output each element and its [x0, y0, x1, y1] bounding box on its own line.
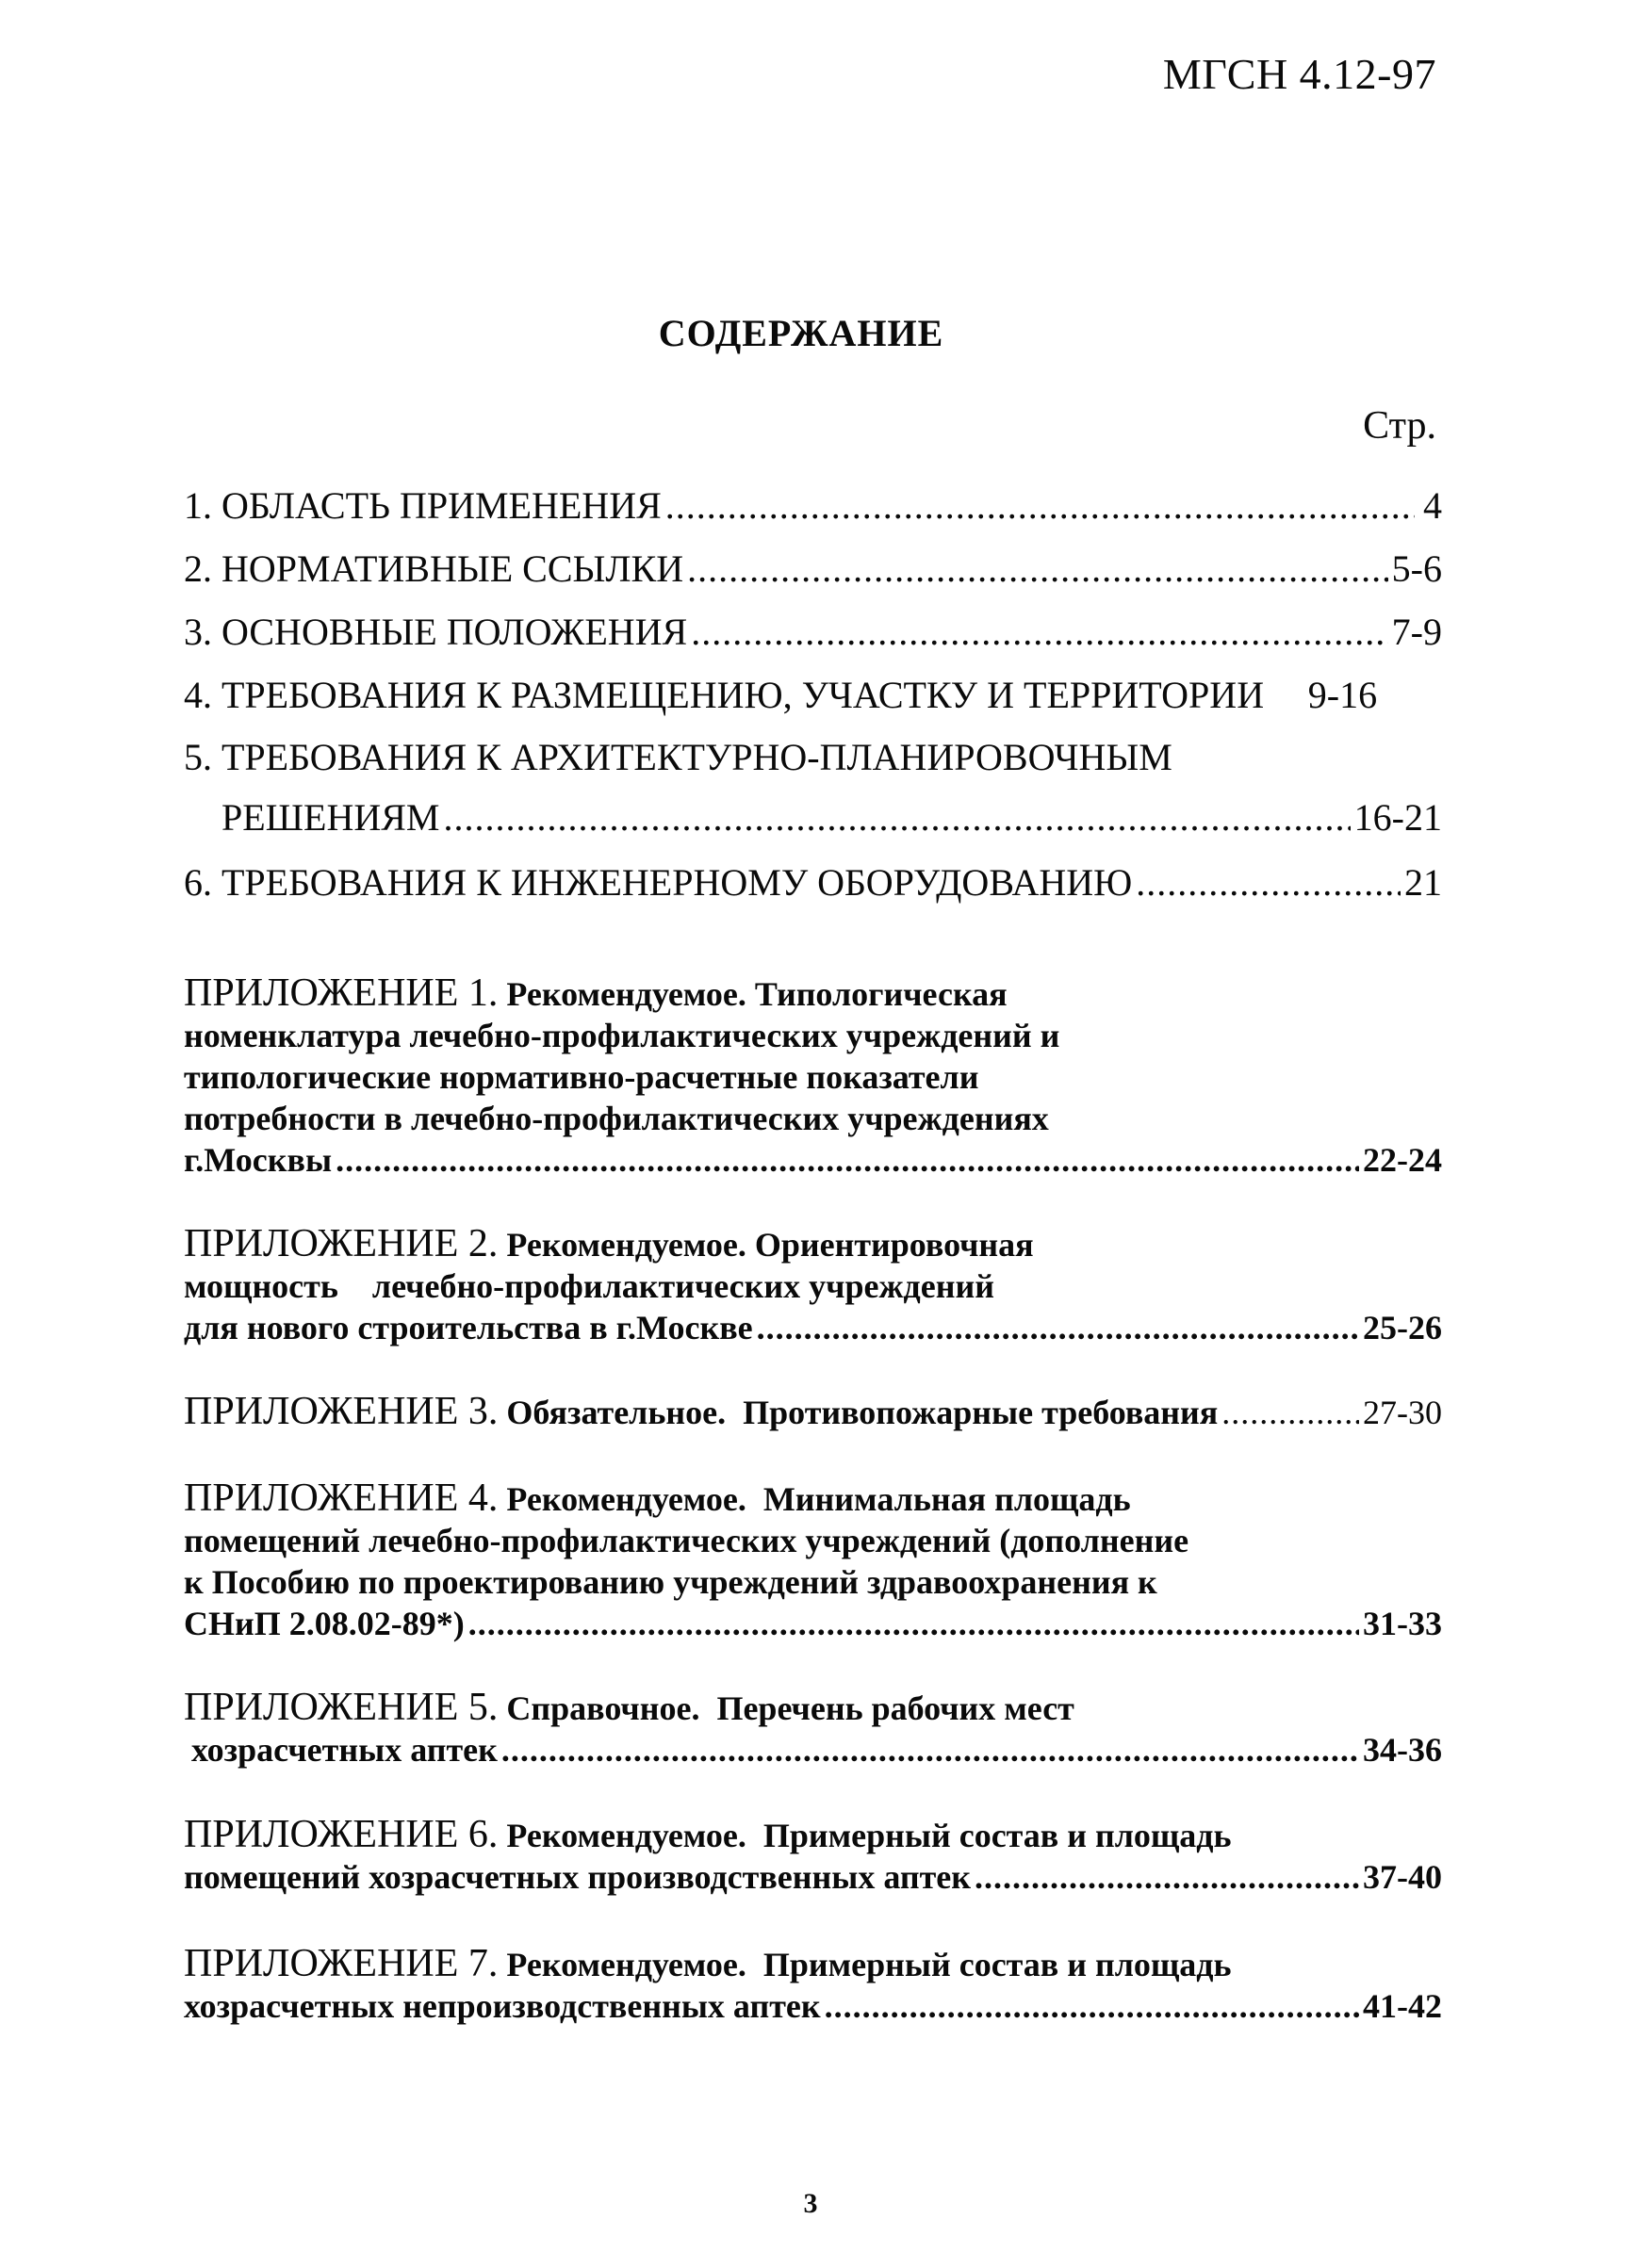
toc-entry-text: 4. ТРЕБОВАНИЯ К РАЗМЕЩЕНИЮ, УЧАСТКУ И ТЕРРИТОРИИ — [184, 674, 1265, 716]
appendix-heading: ПРИЛОЖЕНИЕ 7. — [184, 1942, 499, 1985]
appendix-heading: ПРИЛОЖЕНИЕ 2. — [184, 1222, 499, 1265]
toc-entry-page: 34-36 — [1363, 1731, 1442, 1769]
dot-leader — [1221, 1392, 1359, 1433]
appendix-heading: ПРИЛОЖЕНИЕ 5. — [184, 1686, 499, 1729]
toc-entry-text: 2. НОРМАТИВНЫЕ ССЫЛКИ — [184, 547, 684, 590]
toc-entry-page: 16-21 — [1353, 796, 1442, 839]
toc-entry-text: 6. ТРЕБОВАНИЯ К ИНЖЕНЕРНОМУ ОБОРУДОВАНИЮ — [184, 861, 1133, 904]
dot-leader — [825, 1985, 1359, 2027]
appendix-text-line-4: СНиП 2.08.02-89*) — [184, 1605, 465, 1642]
appendix-text-line-2: помещений лечебно-профилактических учреждений (дополнение — [184, 1522, 1189, 1559]
toc-entry-appendix-1[interactable] — [184, 972, 1442, 1181]
toc-entry-page: 21 — [1404, 861, 1442, 904]
toc-entry-page: 4 — [1423, 484, 1442, 527]
document-code: МГСН 4.12-97 — [1162, 50, 1436, 98]
appendix-heading: ПРИЛОЖЕНИЕ 4. — [184, 1477, 499, 1520]
page-column-label: Стр. — [1363, 404, 1436, 448]
toc-entry-page: 5-6 — [1391, 547, 1442, 590]
appendix-text-line-3: к Пособию по проектированию учреждений здравоохранения к — [184, 1563, 1157, 1601]
toc-entry-text: 3. ОСНОВНЫЕ ПОЛОЖЕНИЯ — [184, 611, 688, 653]
toc-entry-appendix-7[interactable] — [184, 1943, 1442, 2027]
toc-entry-appendix-2[interactable] — [184, 1223, 1442, 1348]
appendix-text-line-2: хозрасчетных аптек — [191, 1731, 498, 1769]
dot-leader — [1136, 853, 1401, 913]
appendix-text-line-2: помещений хозрасчетных производственных аптек — [184, 1858, 972, 1896]
dot-leader — [336, 1139, 1359, 1181]
toc-entry-section-5[interactable] — [184, 727, 1442, 848]
toc-entry-page: 27-30 — [1363, 1394, 1442, 1431]
toc-entry-page: 22-24 — [1363, 1141, 1442, 1179]
toc-title: СОДЕРЖАНИЕ — [658, 312, 944, 354]
toc-entry-appendix-5[interactable] — [184, 1687, 1442, 1770]
appendix-text-line-3: для нового строительства в г.Москве — [184, 1309, 753, 1346]
dot-leader — [468, 1603, 1359, 1644]
appendix-text-line-3: типологические нормативно-расчетные показатели — [184, 1058, 979, 1096]
dot-leader — [665, 476, 1416, 536]
appendix-heading: ПРИЛОЖЕНИЕ 3. — [184, 1390, 499, 1433]
toc-entry-page: 37-40 — [1363, 1858, 1442, 1896]
toc-entry-page: 25-26 — [1363, 1309, 1442, 1346]
appendix-text-line-1: Рекомендуемое. Примерный состав и площадь — [506, 1817, 1232, 1854]
toc-entry-section-2[interactable] — [184, 539, 1442, 599]
toc-entry-text-line-2: РЕШЕНИЯМ — [221, 796, 440, 839]
appendix-text-line-1: Справочное. Перечень рабочих мест — [506, 1689, 1074, 1727]
toc-entry-appendix-3[interactable] — [184, 1391, 1442, 1433]
appendix-text-line-2: номенклатура лечебно-профилактических учреждений и — [184, 1017, 1060, 1054]
appendix-text-line-1: Рекомендуемое. Ориентировочная — [506, 1226, 1034, 1264]
toc-entry-section-1[interactable] — [184, 476, 1442, 536]
toc-entry-section-4[interactable] — [184, 665, 1442, 726]
dot-leader — [443, 788, 1350, 848]
appendix-heading: ПРИЛОЖЕНИЕ 6. — [184, 1813, 499, 1856]
toc-entry-page: 9-16 — [1307, 674, 1378, 716]
appendix-text-line-2: мощность лечебно-профилактических учреждений — [184, 1267, 994, 1305]
toc-entry-section-6[interactable] — [184, 853, 1442, 913]
toc-entry-text: 1. ОБЛАСТЬ ПРИМЕНЕНИЯ — [184, 484, 662, 527]
appendix-text-line-2: хозрасчетных непроизводственных аптек — [184, 1987, 821, 2025]
appendix-text-line-1: Рекомендуемое. Минимальная площадь — [506, 1480, 1131, 1518]
toc-entry-appendix-6[interactable] — [184, 1814, 1442, 1898]
dot-leader — [501, 1729, 1359, 1770]
appendix-text-line-1: Рекомендуемое. Типологическая — [506, 975, 1008, 1013]
toc-entry-page: 31-33 — [1363, 1605, 1442, 1642]
appendix-text-line-5: г.Москвы — [184, 1141, 333, 1179]
dot-leader — [757, 1307, 1359, 1348]
dot-leader — [691, 602, 1387, 662]
appendix-text-line-1: Обязательное. Противопожарные требования — [506, 1394, 1219, 1431]
dot-leader — [687, 539, 1388, 599]
page-number: 3 — [803, 2188, 818, 2219]
dot-leader — [975, 1856, 1359, 1898]
appendix-text-line-1: Рекомендуемое. Примерный состав и площадь — [506, 1946, 1232, 1983]
toc-entry-section-3[interactable] — [184, 602, 1442, 662]
toc-entry-page: 41-42 — [1363, 1987, 1442, 2025]
toc-entry-text-line-1: 5. ТРЕБОВАНИЯ К АРХИТЕКТУРНО-ПЛАНИРОВОЧНЫМ — [184, 736, 1172, 778]
toc-entry-appendix-4[interactable] — [184, 1477, 1442, 1644]
appendix-heading: ПРИЛОЖЕНИЕ 1. — [184, 971, 499, 1015]
toc-entry-page: 7-9 — [1391, 611, 1442, 653]
appendix-text-line-4: потребности в лечебно-профилактических учреждениях — [184, 1100, 1049, 1137]
